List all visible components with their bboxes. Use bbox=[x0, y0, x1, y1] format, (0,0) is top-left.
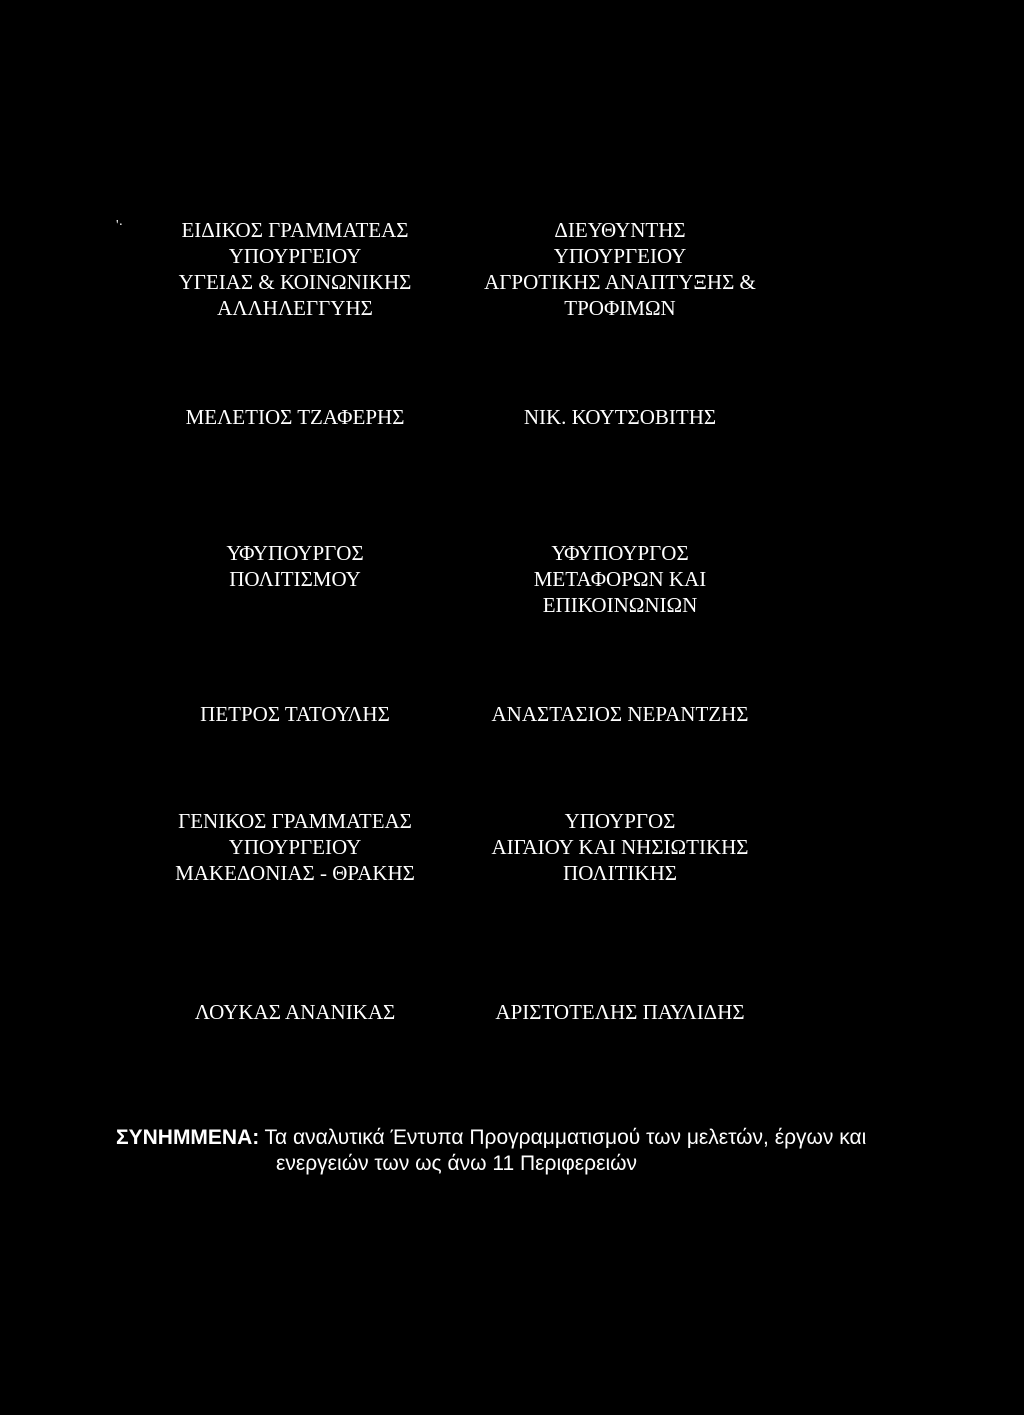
title-line: ΥΠΟΥΡΓΟΣ bbox=[564, 809, 676, 833]
signatory-block-health bbox=[110, 217, 480, 321]
title-line: ΑΛΛΗΛΕΓΓΥΗΣ bbox=[217, 296, 373, 320]
title-line: ΓΕΝΙΚΟΣ ΓΡΑΜΜΑΤΕΑΣ bbox=[178, 809, 412, 833]
annex-label: ΣΥΝΗΜΜΕΝΑ: bbox=[116, 1126, 260, 1149]
title-line: ΥΠΟΥΡΓΕΙΟΥ bbox=[228, 244, 362, 268]
signatory-name: ΑΝΑΣΤΑΣΙΟΣ ΝΕΡΑΝΤΖΗΣ bbox=[491, 702, 749, 726]
margin-mark: '· bbox=[116, 218, 124, 233]
signatory-name: ΛΟΥΚΑΣ ΑΝΑΝΙΚΑΣ bbox=[194, 1000, 396, 1024]
title-line: ΥΠΟΥΡΓΕΙΟΥ bbox=[553, 244, 687, 268]
title-line: ΕΙΔΙΚΟΣ ΓΡΑΜΜΑΤΕΑΣ bbox=[181, 218, 409, 242]
signatory-name: ΜΕΛΕΤΙΟΣ ΤΖΑΦΕΡΗΣ bbox=[185, 405, 405, 429]
title-line: ΔΙΕΥΘΥΝΤΗΣ bbox=[554, 218, 686, 242]
title-line: ΥΠΟΥΡΓΕΙΟΥ bbox=[228, 835, 362, 859]
signatory-name: ΠΕΤΡΟΣ ΤΑΤΟΥΛΗΣ bbox=[200, 702, 390, 726]
annex-text-line2: ενεργειών των ως άνω 11 Περιφερειών bbox=[276, 1152, 637, 1175]
signatory-name: ΑΡΙΣΤΟΤΕΛΗΣ ΠΑΥΛΙΔΗΣ bbox=[495, 1000, 745, 1024]
title-line: ΥΦΥΠΟΥΡΓΟΣ bbox=[226, 541, 364, 565]
signatory-block-macedonia bbox=[110, 808, 480, 886]
signatory-block-agriculture bbox=[430, 217, 810, 321]
annex-text-line1: Τα αναλυτικά Έντυπα Προγραμματισμού των μελετών, έργων και bbox=[264, 1126, 867, 1149]
title-line: ΜΕΤΑΦΟΡΩΝ ΚΑΙ bbox=[533, 567, 707, 591]
title-line: ΑΙΓΑΙΟΥ ΚΑΙ ΝΗΣΙΩΤΙΚΗΣ bbox=[491, 835, 749, 859]
annex-note bbox=[116, 1124, 916, 1177]
title-line: ΤΡΟΦΙΜΩΝ bbox=[564, 296, 676, 320]
title-line: ΑΓΡΟΤΙΚΗΣ ΑΝΑΠΤΥΞΗΣ & bbox=[484, 270, 756, 294]
title-line: ΥΓΕΙΑΣ & ΚΟΙΝΩΝΙΚΗΣ bbox=[178, 270, 412, 294]
signatory-block-transport bbox=[430, 540, 810, 618]
signatory-block-culture bbox=[110, 540, 480, 592]
signatory-name: ΝΙΚ. ΚΟΥΤΣΟΒΙΤΗΣ bbox=[523, 405, 717, 429]
title-line: ΠΟΛΙΤΙΚΗΣ bbox=[563, 861, 677, 885]
title-line: ΥΦΥΠΟΥΡΓΟΣ bbox=[551, 541, 689, 565]
signatory-block-aegean bbox=[430, 808, 810, 886]
title-line: ΜΑΚΕΔΟΝΙΑΣ - ΘΡΑΚΗΣ bbox=[175, 861, 415, 885]
title-line: ΕΠΙΚΟΙΝΩΝΙΩΝ bbox=[542, 593, 698, 617]
title-line: ΠΟΛΙΤΙΣΜΟΥ bbox=[229, 567, 361, 591]
